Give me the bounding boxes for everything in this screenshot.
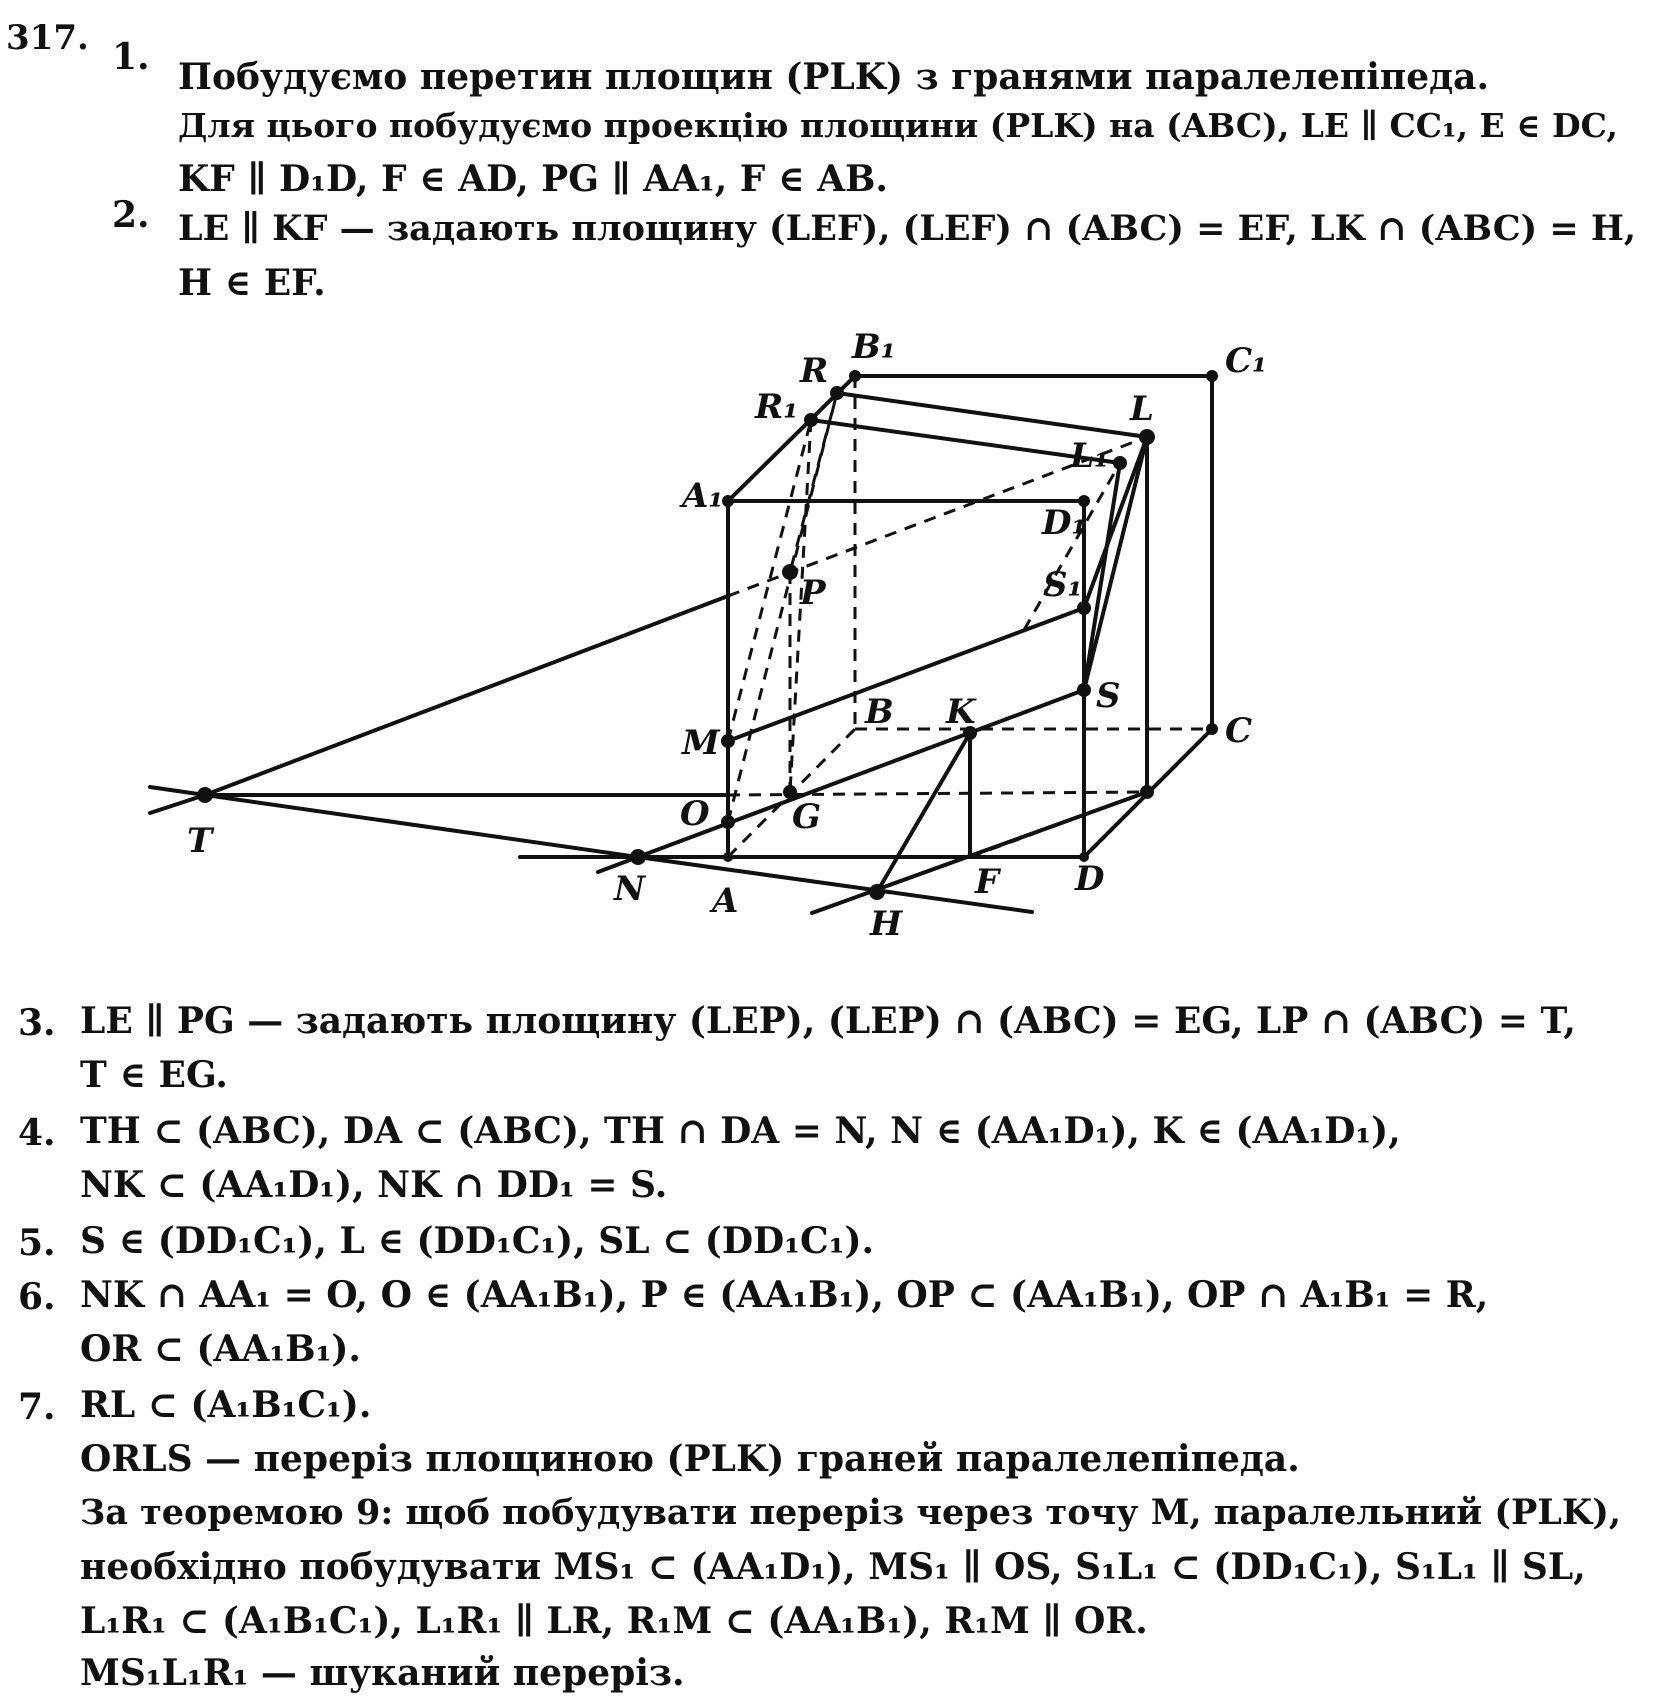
label-g: G — [792, 797, 822, 837]
step-7-line-2: ORLS — переріз площиною (PLK) граней паралелепіпеда. — [80, 1438, 1300, 1480]
label-c: C — [1225, 711, 1253, 751]
point-a1 — [722, 495, 734, 507]
point-c1 — [1206, 370, 1218, 382]
step-1-line-1: Побудуємо перетин площин (PLK) з гранями паралелепіпеда. — [178, 56, 1490, 98]
step-7-line-4: необхідно побудувати MS₁ ⊂ (AA₁D₁), MS₁ ∥ OS, S₁L₁ ⊂ (DD₁C₁), S₁L₁ ∥ SL, — [80, 1546, 1586, 1588]
point-c — [1206, 723, 1218, 735]
step-1-line-2: Для цього побудуємо проекцію площини (PLK) на (ABC), LE ∥ CC₁, E ∈ DC, — [178, 106, 1618, 145]
step-6-index: 6. — [18, 1276, 56, 1318]
point-t — [197, 787, 213, 803]
point-r — [830, 386, 844, 400]
point-m — [721, 734, 735, 748]
label-f: F — [975, 862, 1000, 902]
step-4-index: 4. — [18, 1112, 56, 1154]
label-t: T — [187, 821, 213, 861]
point-l1 — [1113, 456, 1127, 470]
label-b1: B₁ — [852, 327, 896, 367]
point-s — [1077, 683, 1091, 697]
point-a — [723, 852, 733, 862]
step-1-index: 1. — [112, 36, 150, 78]
label-b: B — [865, 692, 894, 732]
label-l: L — [1130, 389, 1154, 429]
label-a: A — [712, 881, 739, 921]
label-s1: S₁ — [1043, 565, 1083, 605]
problem-number: 317. — [6, 18, 89, 58]
line-m-s1 — [728, 608, 1084, 741]
line-t-ext — [150, 787, 205, 795]
label-k: K — [946, 692, 976, 732]
step-7-line-1: RL ⊂ (A₁B₁C₁). — [80, 1384, 372, 1426]
label-c1: C₁ — [1225, 341, 1267, 381]
point-h — [869, 884, 885, 900]
step-5-line-1: S ∈ (DD₁C₁), L ∈ (DD₁C₁), SL ⊂ (DD₁C₁). — [80, 1220, 875, 1262]
point-o — [721, 815, 735, 829]
label-d: D — [1075, 859, 1105, 899]
label-d1: D₁ — [1042, 503, 1087, 543]
step-3-index: 3. — [18, 1002, 56, 1044]
step-2-line-1: LE ∥ KF — задають площину (LEF), (LEF) ∩ (ABC) = EF, LK ∩ (ABC) = H, — [178, 208, 1637, 249]
step-5-index: 5. — [18, 1222, 56, 1264]
label-p: P — [800, 573, 826, 613]
point-l — [1139, 429, 1155, 445]
label-s: S — [1096, 676, 1121, 716]
step-4-line-2: NK ⊂ (AA₁D₁), NK ∩ DD₁ = S. — [80, 1164, 668, 1206]
line-k-h — [877, 733, 970, 892]
line-t-ext2 — [150, 795, 205, 813]
point-b1 — [849, 370, 861, 382]
step-2-line-2: H ∈ EF. — [178, 262, 326, 304]
line-t-p-solid — [205, 596, 728, 795]
point-p — [782, 564, 798, 580]
label-n: N — [614, 869, 646, 909]
label-m: M — [682, 723, 720, 763]
step-6-line-1: NK ∩ AA₁ = O, O ∈ (AA₁B₁), P ∈ (AA₁B₁), OP ⊂ (AA₁B₁), OP ∩ A₁B₁ = R, — [80, 1274, 1489, 1316]
point-e — [1140, 785, 1154, 799]
step-6-line-2: OR ⊂ (AA₁B₁). — [80, 1328, 361, 1370]
label-r: R — [800, 351, 829, 391]
step-2-index: 2. — [112, 194, 150, 236]
point-r1 — [804, 413, 818, 427]
line-t-n — [205, 795, 638, 857]
label-r1: R₁ — [755, 387, 799, 427]
point-n — [630, 849, 646, 865]
label-l1: L₁ — [1070, 436, 1109, 476]
step-4-line-1: TH ⊂ (ABC), DA ⊂ (ABC), TH ∩ DA = N, N ∈ (AA₁D₁), K ∈ (AA₁D₁), — [80, 1110, 1401, 1152]
label-a1: A₁ — [682, 476, 724, 516]
step-3-line-2: T ∈ EG. — [80, 1054, 228, 1096]
step-7-line-6: MS₁L₁R₁ — шуканий переріз. — [80, 1652, 685, 1694]
step-7-line-3: За теоремою 9: щоб побудувати переріз через точу M, паралельний (PLK), — [80, 1492, 1622, 1533]
step-3-line-1: LE ∥ PG — задають площину (LEP), (LEP) ∩ (ABC) = EG, LP ∩ (ABC) = T, — [80, 1000, 1576, 1042]
label-o: O — [680, 794, 710, 834]
step-7-line-5: L₁R₁ ⊂ (A₁B₁C₁), L₁R₁ ∥ LR, R₁M ⊂ (AA₁B₁), R₁M ∥ OR. — [80, 1600, 1148, 1642]
step-7-index: 7. — [18, 1386, 56, 1428]
label-h: H — [870, 904, 903, 944]
step-1-line-3: KF ∥ D₁D, F ∈ AD, PG ∥ AA₁, F ∈ AB. — [178, 158, 888, 200]
